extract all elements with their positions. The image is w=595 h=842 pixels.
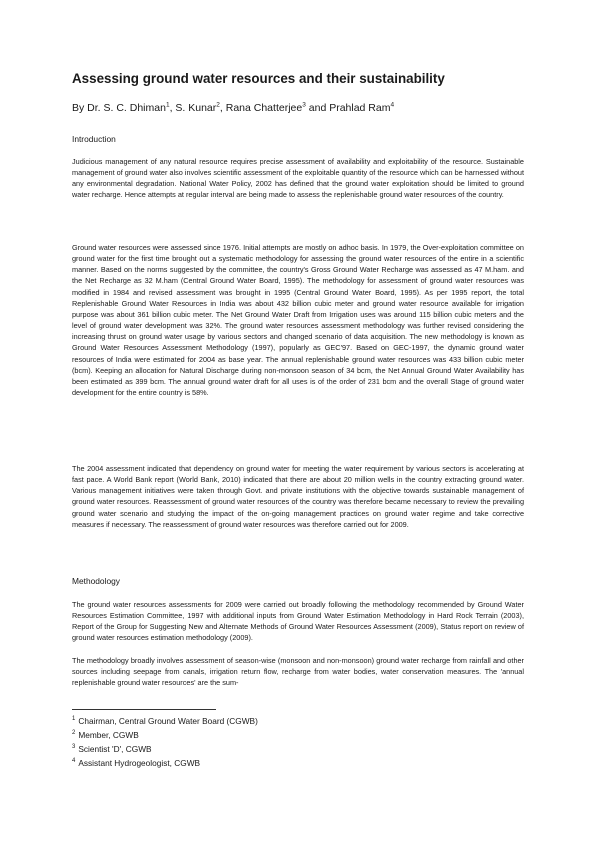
footnote-1-mark: 1 bbox=[72, 716, 76, 723]
author-4: and Prahlad Ram bbox=[305, 102, 391, 114]
footnote-1-text: Chairman, Central Ground Water Board (CGWB) bbox=[78, 716, 258, 726]
author-2: , S. Kunar bbox=[169, 102, 217, 114]
introduction-paragraph-3: The 2004 assessment indicated that dependency on ground water for meeting the water requirement by various sectors is accelerating at fast pace. A World Bank report (World Bank, 2010) indicated that there are about 20 million wells in the country extracting ground water. Various management initiatives were taken through Govt. and private institutions with the objective towards sustainable management of ground water resources. Reassessment of ground water resources of the country was therefore became necessary to review the prevailing ground water scenario and studying the impact of the on-going management practices on ground water regime and take corrective measures if necessary. The reassessment of ground water resources was therefore carried out for 2009. bbox=[72, 464, 524, 529]
footnote-2-text: Member, CGWB bbox=[78, 730, 139, 740]
author-4-footnote-mark: 4 bbox=[390, 101, 395, 109]
footnote-3 bbox=[72, 744, 152, 754]
methodology-paragraph-1: The ground water resources assessments for 2009 were carried out broadly following the methodology recommended by Ground Water Resources Estimation Committee, 1997 with additional inputs from Ground Water Estimation Methodology in Hard Rock Terrain (2003), Report of the Group for Suggesting New and Alternate Methods of Ground Water Resources Assessment (2009), Status report on review of ground water resources estimation methodology (2009). bbox=[72, 600, 524, 643]
introduction-paragraph-2: Ground water resources were assessed since 1976. Initial attempts are mostly on adhoc basis. In 1979, the Over-exploitation committee on ground water for the first time brought out a systematic methodology for assessing the ground water resources of the entire in a scientific manner. Based on the norms suggested by the committee, the country's Gross Ground Water Recharge was assessed as 47 M.ham. and the Net Recharge as 32 M.ham (Central Ground Water Board, 1995). The methodology for assessment of ground water resources was modified in 1984 and revised assessment was brought in 1995 (Central Ground Water Board, 1995). As per 1995 report, the total Replenishable Ground Water Resources in India was about 432 billion cubic meter and ground water resource available for irrigation purpose was about 361 billion cubic meter. The Net Ground Water Draft from Irrigation uses was around 115 billion cubic meters and the level of ground water development was 32%. The ground water resources assessment methodology was further revised considering the increasing thrust on ground water usage by various sectors and changed scenario of data acquisition. The new methodology is known as Ground Water Resources Assessment Methodology (1997), popularly as GEC'97. Based on GEC-1997, the dynamic ground water resources of India were estimated for 2004 as base year. The annual replenishable ground water resources was 433 billion cubic meter (bcm). Keeping an allocation for Natural Discharge during non-monsoon season of 34 bcm, the Net Annual Ground Water Availability has been estimated as 399 bcm. The annual ground water draft for all uses is of the order of 231 bcm and the overall Stage of ground water development for the entire country is 58%. bbox=[72, 243, 524, 398]
introduction-paragraph-1: Judicious management of any natural resource requires precise assessment of availability and exploitability of the resource. Sustainable management of ground water also involves scientific assessment of the exploitable quantity of the resource which can be harnessed without any environmental degradation. National Water Policy, 2002 has defined that the ground water exploitation should be limited to ground water recharge. Hence attempts at regular interval are being made to assess the replenishable ground water resources of the country. bbox=[72, 157, 524, 200]
author-2-footnote-mark: 2 bbox=[216, 101, 220, 109]
introduction-heading: Introduction bbox=[72, 134, 116, 144]
author-1: By Dr. S. C. Dhiman bbox=[72, 102, 166, 114]
footnote-2-mark: 2 bbox=[72, 730, 76, 737]
author-3-footnote-mark: 3 bbox=[302, 101, 306, 109]
footnote-1 bbox=[72, 716, 258, 726]
footnote-4-text: Assistant Hydrogeologist, CGWB bbox=[78, 758, 201, 768]
footnote-separator bbox=[72, 709, 216, 710]
footnote-2 bbox=[72, 730, 139, 740]
methodology-heading: Methodology bbox=[72, 576, 120, 586]
footnote-4-mark: 4 bbox=[72, 758, 76, 765]
author-1-footnote-mark: 1 bbox=[165, 101, 170, 109]
author-3: , Rana Chatterjee bbox=[219, 102, 303, 114]
methodology-paragraph-2: The methodology broadly involves assessment of season-wise (monsoon and non-monsoon) ground water recharge from rainfall and other sources including seepage from canals, irrigation return flow, recharge from water bodies, water conservation measures. The 'annual replenishable ground water resources' are the sum- bbox=[72, 656, 524, 688]
author-line bbox=[72, 102, 394, 114]
footnote-3-text: Scientist 'D', CGWB bbox=[78, 744, 152, 754]
footnote-3-mark: 3 bbox=[72, 744, 76, 751]
footnote-4 bbox=[72, 758, 200, 768]
paper-title: Assessing ground water resources and their sustainability bbox=[72, 71, 445, 86]
